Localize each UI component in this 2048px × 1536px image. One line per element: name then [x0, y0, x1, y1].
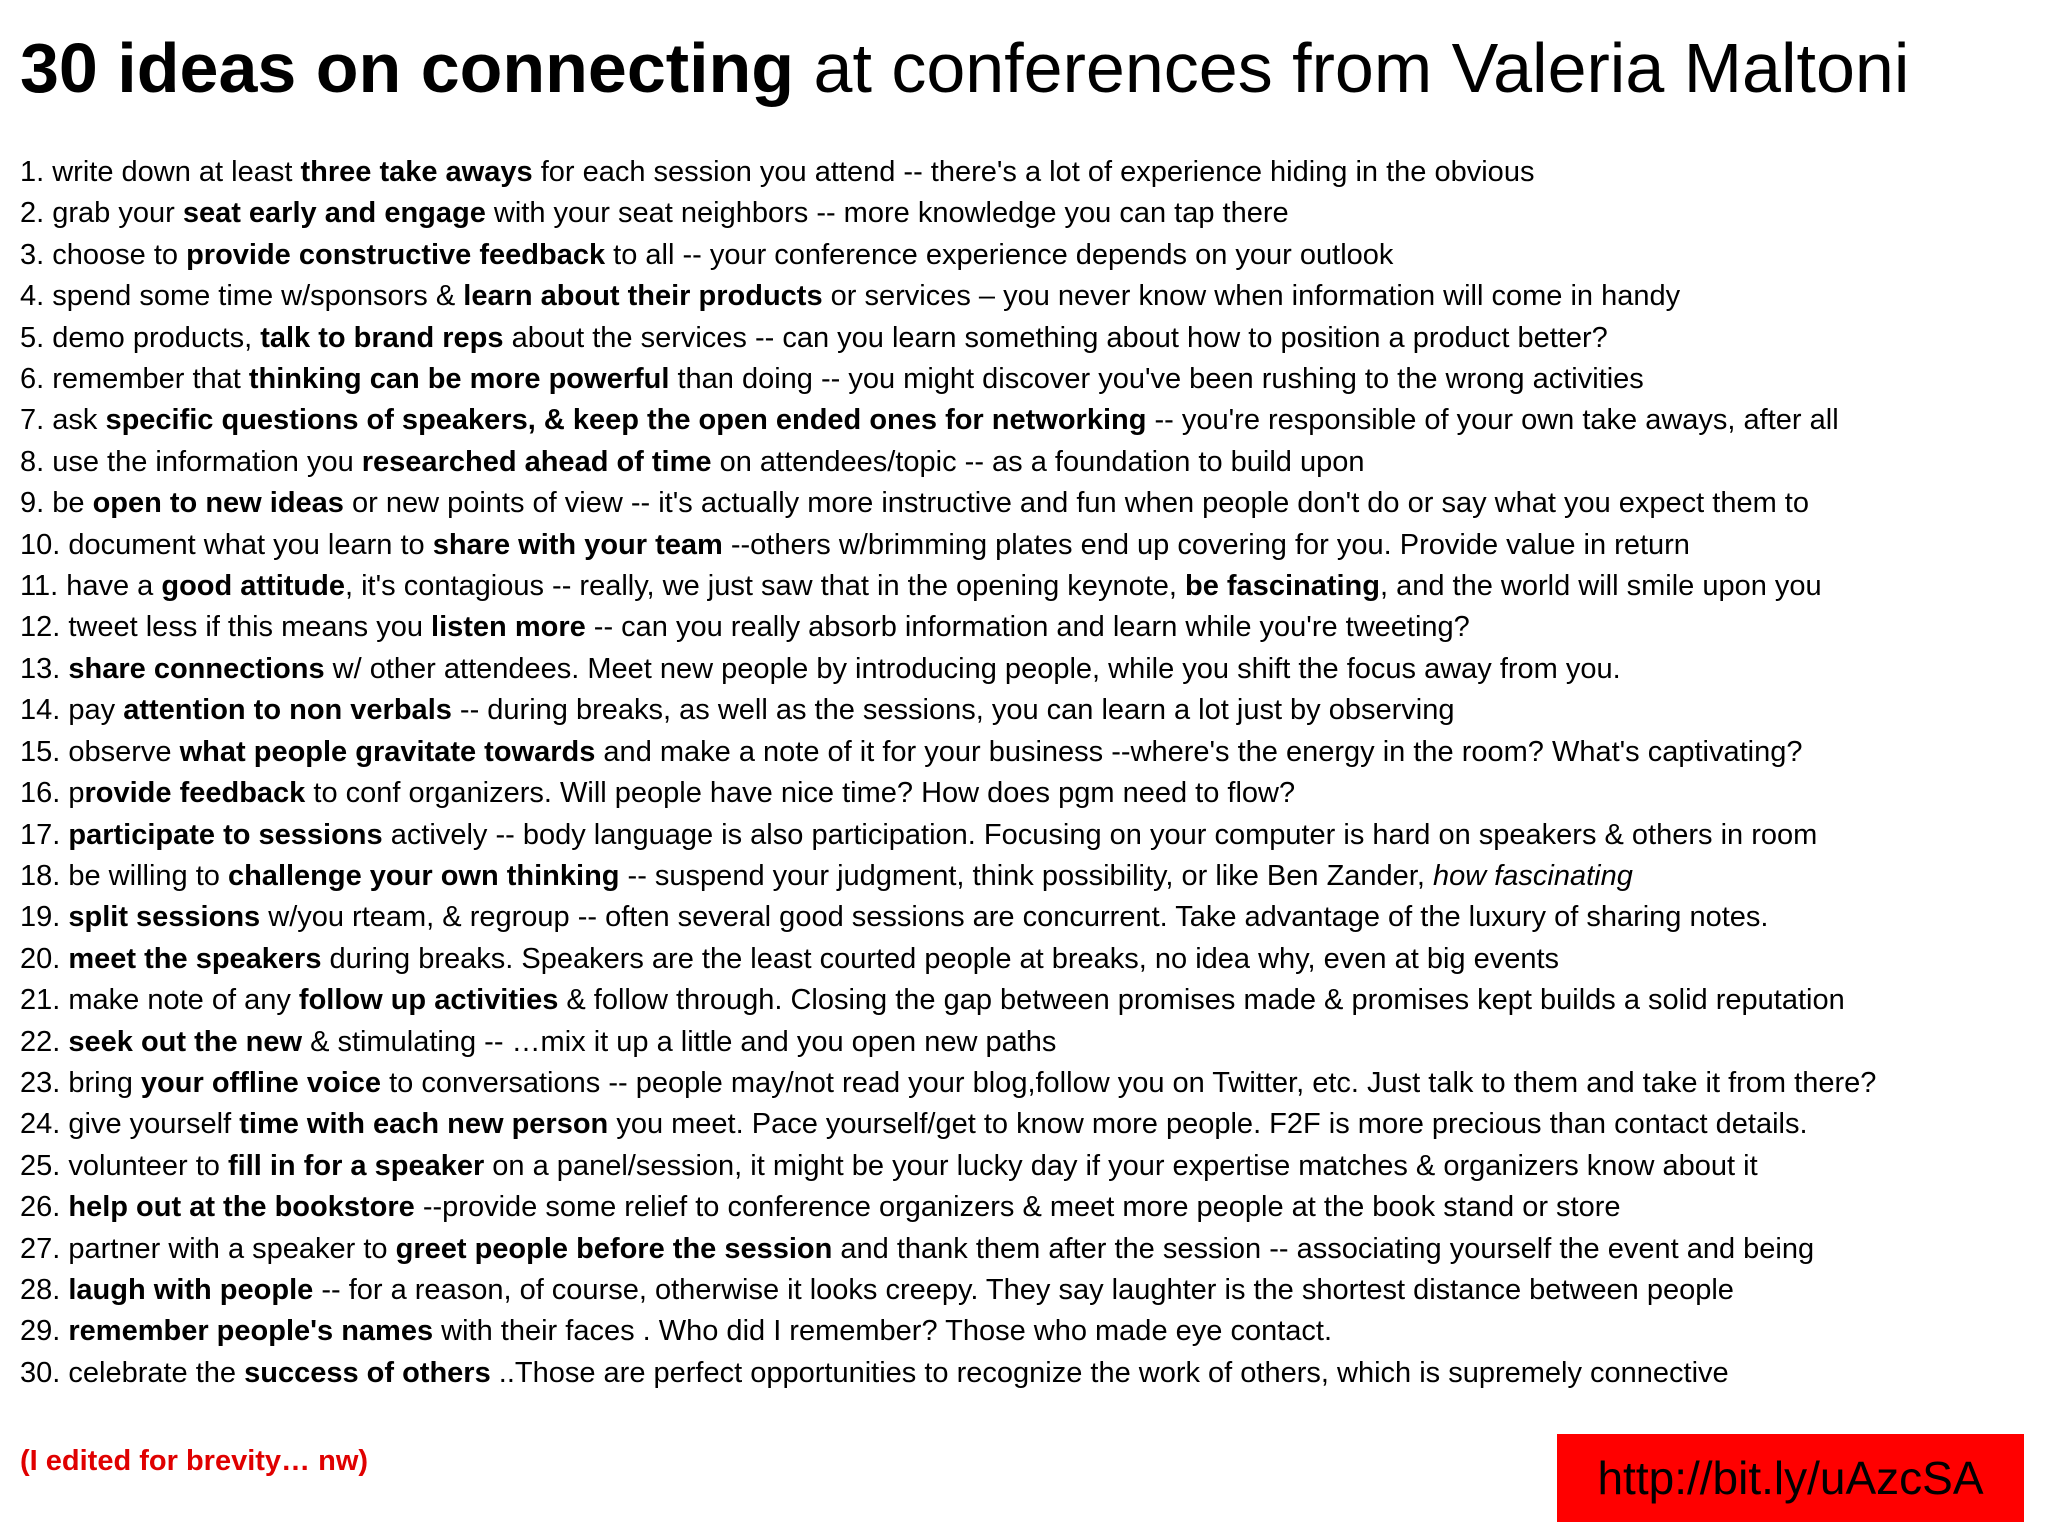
title-rest: at conferences from Valeria Maltoni: [794, 29, 1910, 107]
list-item-text: 14. pay: [20, 694, 124, 727]
list-item-text: 23. bring: [20, 1066, 141, 1099]
list-item-emphasis: rovide feedback: [84, 777, 306, 810]
list-item-text: -- for a reason, of course, otherwise it looks creepy. They say laughter is the shortest distance between people: [313, 1273, 1734, 1306]
list-item-text: you meet. Pace yourself/get to know more people. F2F is more precious than contact details.: [608, 1108, 1808, 1141]
list-item-text: about the services -- can you learn something about how to position a product better?: [503, 321, 1608, 354]
list-item: [20, 1187, 2030, 1228]
list-item-text: 15. observe: [20, 735, 180, 768]
list-item-text: 29.: [20, 1315, 69, 1348]
list-item: [20, 483, 2030, 524]
editor-note: (I edited for brevity… nw): [20, 1445, 369, 1477]
list-item-text: 13.: [20, 652, 69, 685]
list-item-text: 12. tweet less if this means you: [20, 611, 432, 644]
list-item-text: 26.: [20, 1191, 69, 1224]
list-item: [20, 649, 2030, 690]
list-item-emphasis: greet people before the session: [395, 1232, 833, 1265]
list-item-emphasis: challenge your own thinking: [227, 859, 620, 892]
list-item-emphasis: what people gravitate towards: [179, 735, 596, 768]
list-item-emphasis: success of others: [244, 1356, 491, 1389]
list-item-text: 21. make note of any: [20, 984, 299, 1017]
list-item-text: 19.: [20, 901, 69, 934]
list-item-emphasis: meet the speakers: [68, 942, 322, 975]
list-item-text: -- you're responsible of your own take aways, after all: [1146, 404, 1839, 437]
list-item-text: ..Those are perfect opportunities to recognize the work of others, which is supremely connective: [490, 1356, 1729, 1389]
list-item-emphasis: seat early and engage: [182, 197, 486, 230]
list-item-text: and thank them after the session -- associating yourself the event and being: [832, 1232, 1815, 1265]
list-item-text: 4. spend some time w/sponsors &: [20, 280, 464, 313]
short-url-text: http://bit.ly/uAzcSA: [1597, 1452, 1984, 1504]
list-item: [20, 400, 2030, 441]
list-item-text: 1. write down at least: [20, 156, 301, 188]
list-item: [20, 235, 2030, 276]
list-item-text: for each session you attend -- there's a lot of experience hiding in the obvious: [532, 156, 1535, 188]
list-item-text: 6. remember that: [20, 363, 249, 396]
list-item-text: 27. partner with a speaker to: [20, 1232, 396, 1265]
list-item-text: --others w/brimming plates end up covering for you. Provide value in return: [722, 528, 1690, 561]
list-item-text: 24. give yourself: [20, 1108, 240, 1141]
list-item-emphasis: be fascinating: [1185, 570, 1380, 603]
list-item-text: to conversations -- people may/not read your blog,follow you on Twitter, etc. Just talk to them and take it from there?: [381, 1066, 1877, 1099]
list-item-text: 20.: [20, 942, 69, 975]
list-item-text: 28.: [20, 1273, 69, 1306]
list-item-text: to all -- your conference experience depends on your outlook: [605, 238, 1394, 271]
list-item-emphasis: follow up activities: [298, 984, 559, 1017]
list-item-text: -- during breaks, as well as the sessions, you can learn a lot just by observing: [451, 694, 1455, 727]
list-item-emphasis: specific questions of speakers, & keep the open ended ones for networking: [105, 404, 1147, 437]
list-item-text: 10. document what you learn to: [20, 528, 433, 561]
list-item-text: w/you rteam, & regroup -- often several good sessions are concurrent. Take advantage of the luxury of sharing notes.: [260, 901, 1769, 934]
list-item-emphasis: help out at the bookstore: [68, 1191, 415, 1224]
list-item-text: & follow through. Closing the gap between promises made & promises kept builds a solid reputation: [558, 984, 1845, 1017]
list-item: [20, 815, 2030, 856]
list-item: [20, 276, 2030, 317]
list-item-emphasis: thinking can be more powerful: [248, 363, 670, 396]
list-item-text: 25. volunteer to: [20, 1149, 228, 1182]
list-item-text: -- can you really absorb information and learn while you're tweeting?: [585, 611, 1470, 644]
list-item: [20, 732, 2030, 773]
list-item-text: 30. celebrate the: [20, 1356, 245, 1389]
list-item: [20, 1063, 2030, 1104]
list-item: [20, 359, 2030, 400]
list-item: [20, 773, 2030, 814]
list-item-text: or new points of view -- it's actually more instructive and fun when people don't do or say what you expect them to: [343, 487, 1809, 520]
list-item-emphasis: share with your team: [432, 528, 723, 561]
list-item-text: 22.: [20, 1025, 69, 1058]
list-item-text: --provide some relief to conference organizers & meet more people at the book stand or store: [414, 1191, 1621, 1224]
list-item-text: , and the world will smile upon you: [1380, 570, 1822, 603]
page-title: [20, 22, 2030, 114]
list-item-emphasis: your offline voice: [140, 1066, 382, 1099]
list-item-emphasis: open to new ideas: [92, 487, 344, 520]
short-url-link[interactable]: [1557, 1434, 2024, 1522]
list-item: [20, 525, 2030, 566]
list-item: [20, 856, 2030, 897]
list-item-emphasis: talk to brand reps: [260, 321, 504, 354]
list-item-emphasis: provide constructive feedback: [186, 238, 606, 271]
list-item-text: on a panel/session, it might be your lucky day if your expertise matches & organizers know about it: [484, 1149, 1758, 1182]
list-item-emphasis: seek out the new: [68, 1025, 303, 1058]
list-item-text: or services – you never know when information will come in handy: [822, 280, 1681, 313]
list-item-emphasis: share connections: [68, 652, 325, 685]
list-item-text: actively -- body language is also participation. Focusing on your computer is hard on speakers & others in room: [382, 818, 1818, 851]
list-item-text: -- suspend your judgment, think possibility, or like Ben Zander,: [619, 859, 1433, 892]
list-item-text: to conf organizers. Will people have nice time? How does pgm need to flow?: [305, 777, 1296, 810]
list-item-text: and make a note of it for your business --where's the energy in the room? What's captivating?: [595, 735, 1803, 768]
list-item-text: 9. be: [20, 487, 93, 520]
list-item-emphasis: remember people's names: [68, 1315, 434, 1348]
list-item: [20, 152, 2030, 193]
list-item-emphasis: researched ahead of time: [361, 445, 712, 478]
list-item-text: 17.: [20, 818, 69, 851]
list-item-emphasis: learn about their products: [463, 280, 823, 313]
list-item-emphasis: fill in for a speaker: [227, 1149, 485, 1182]
list-item-text: than doing -- you might discover you've been rushing to the wrong activities: [669, 363, 1644, 396]
list-item-emphasis: listen more: [431, 611, 586, 644]
list-item: [20, 980, 2030, 1021]
list-item: [20, 1022, 2030, 1063]
ideas-list: [20, 152, 2030, 1394]
list-item-italic: how fascinating: [1432, 859, 1633, 892]
list-item-text: 11. have a: [20, 570, 162, 603]
list-item: [20, 1229, 2030, 1270]
list-item-emphasis: good attitude: [161, 570, 345, 603]
title-bold-part: 30 ideas on connecting: [20, 29, 795, 107]
list-item-text: with your seat neighbors -- more knowledge you can tap there: [485, 197, 1289, 230]
list-item: [20, 607, 2030, 648]
list-item-text: on attendees/topic -- as a foundation to build upon: [711, 445, 1365, 478]
list-item: [20, 1270, 2030, 1311]
list-item-emphasis: participate to sessions: [68, 818, 383, 851]
list-item-emphasis: time with each new person: [239, 1108, 609, 1141]
list-item-text: with their faces . Who did I remember? Those who made eye contact.: [433, 1315, 1332, 1348]
list-item: [20, 1146, 2030, 1187]
list-item-text: 7. ask: [20, 404, 106, 437]
list-item-text: , it's contagious -- really, we just saw that in the opening keynote,: [345, 570, 1185, 603]
list-item: [20, 318, 2030, 359]
list-item-text: w/ other attendees. Meet new people by introducing people, while you shift the focus away from you.: [324, 652, 1621, 685]
list-item: [20, 566, 2030, 607]
list-item: [20, 193, 2030, 234]
list-item-text: 3. choose to: [20, 238, 187, 271]
list-item-text: during breaks. Speakers are the least courted people at breaks, no idea why, even at big events: [321, 942, 1560, 975]
list-item-text: & stimulating -- …mix it up a little and you open new paths: [302, 1025, 1057, 1058]
list-item-emphasis: laugh with people: [68, 1273, 314, 1306]
list-item: [20, 897, 2030, 938]
list-item: [20, 1104, 2030, 1145]
list-item-text: 16. p: [20, 777, 85, 810]
list-item: [20, 690, 2030, 731]
list-item-text: 2. grab your: [20, 197, 183, 230]
list-item-emphasis: attention to non verbals: [123, 694, 452, 727]
list-item-emphasis: split sessions: [68, 901, 261, 934]
list-item: [20, 442, 2030, 483]
list-item: [20, 939, 2030, 980]
list-item: [20, 1311, 2030, 1352]
list-item-text: 8. use the information you: [20, 445, 362, 478]
list-item-emphasis: three take aways: [300, 156, 533, 188]
list-item: [20, 1353, 2030, 1394]
list-item-text: 5. demo products,: [20, 321, 261, 354]
list-item-text: 18. be willing to: [20, 859, 228, 892]
